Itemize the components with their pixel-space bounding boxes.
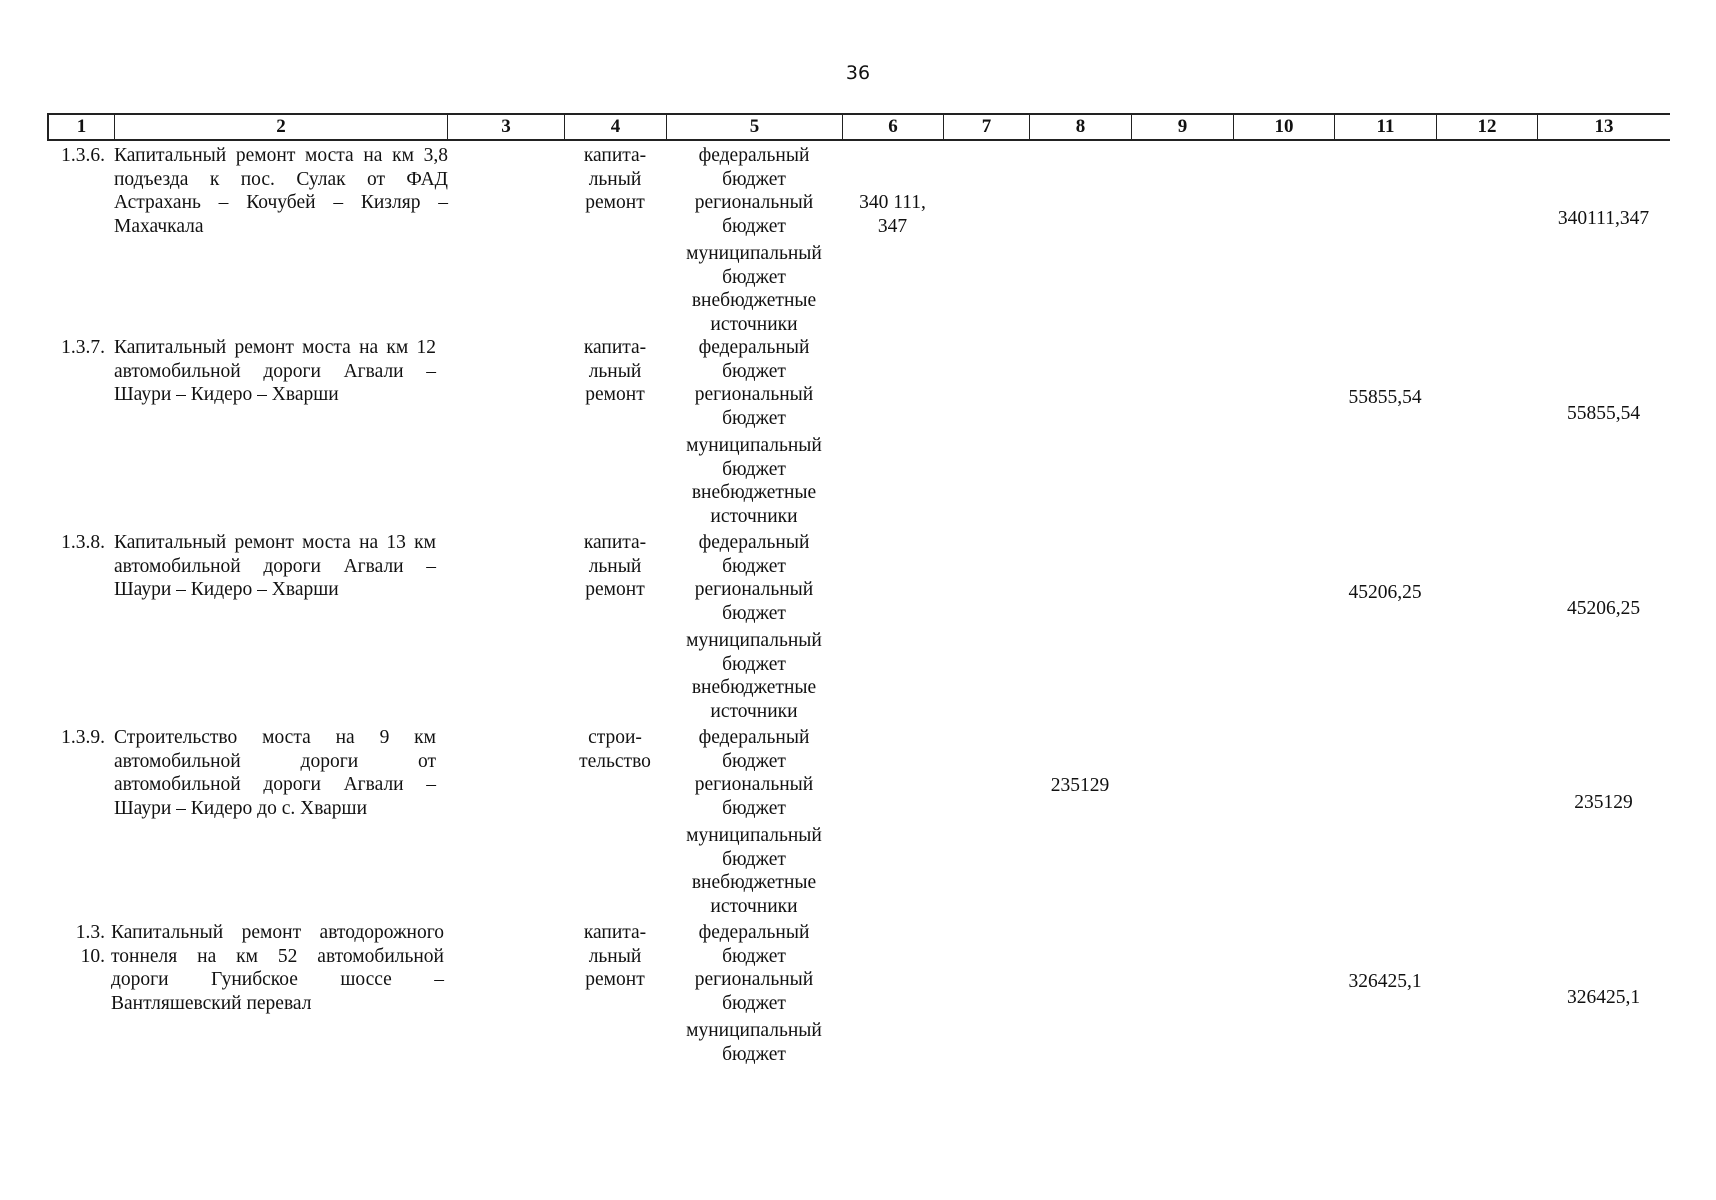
item-name-line: Шаури – Кидеро до с. Хварши — [114, 797, 368, 819]
funding-source-line: бюджет — [722, 458, 786, 480]
work-type-line: тельство — [579, 750, 651, 772]
work-type-line: льный — [588, 360, 642, 382]
funding-source-line: бюджет — [722, 407, 786, 429]
row-number-line: 1.3. — [75, 922, 105, 943]
row-number-line: 1.3.7. — [61, 337, 105, 358]
funding-source-line: федеральный — [698, 922, 810, 943]
funding-source-line: бюджет — [722, 653, 786, 675]
funding-source-line: бюджет — [722, 360, 786, 382]
row-number-line: 1.3.9. — [61, 727, 105, 748]
funding-source-line: федеральный — [698, 145, 810, 166]
funding-source-line: бюджет — [722, 992, 786, 1014]
work-type-line: льный — [588, 945, 642, 967]
funding-sources — [666, 531, 842, 723]
work-type — [564, 531, 666, 602]
work-type-line: ремонт — [585, 192, 645, 213]
work-type-line: капита- — [583, 922, 647, 943]
work-type-line: капита- — [583, 532, 647, 553]
col13-value: 55855,54 — [1566, 403, 1641, 424]
work-type — [564, 921, 666, 992]
row-number — [47, 144, 105, 168]
item-name-line: Шаури – Кидеро – Хварши — [114, 579, 339, 600]
column-header-9: 9 — [1131, 115, 1233, 139]
funding-source-line: источники — [710, 700, 798, 722]
funding-source-line: бюджет — [722, 945, 786, 967]
column-header-3: 3 — [447, 115, 564, 139]
item-name-line: автомобильной дороги Агвали – — [114, 555, 436, 577]
work-type-line: строи- — [588, 727, 642, 748]
funding-source-line: бюджет — [722, 1043, 786, 1065]
item-name — [111, 921, 444, 1015]
item-name-line: подъезда к пос. Сулак от ФАД — [114, 168, 448, 190]
col6-value — [842, 191, 943, 238]
column-header-10: 10 — [1233, 115, 1334, 139]
funding-source-line: бюджет — [722, 750, 786, 772]
item-name-line: Капитальный ремонт автодорожного — [111, 922, 444, 943]
work-type-line: капита- — [583, 145, 647, 166]
funding-source-line: бюджет — [722, 555, 786, 577]
table-header-row — [47, 113, 1670, 141]
funding-source-line: бюджет — [722, 215, 786, 237]
page-number: 36 — [845, 62, 871, 84]
funding-source-line: бюджет — [722, 168, 786, 190]
item-name-line: автомобильной дороги Агвали – — [114, 774, 436, 795]
funding-source-line: муниципальный — [686, 1020, 822, 1041]
row-number — [47, 726, 105, 750]
work-type-line: капита- — [583, 337, 647, 358]
column-header-11: 11 — [1334, 115, 1436, 139]
item-name — [114, 726, 436, 820]
funding-source-line: бюджет — [722, 848, 786, 870]
column-header-2: 2 — [114, 115, 447, 139]
row-number — [47, 531, 105, 555]
funding-sources — [666, 336, 842, 528]
column-header-5: 5 — [666, 115, 842, 139]
funding-source-line: федеральный — [698, 532, 810, 553]
item-name-line: автомобильной дороги Агвали – — [114, 360, 436, 382]
work-type — [564, 726, 666, 773]
item-name-line: Капитальный ремонт моста на 13 км — [114, 532, 436, 553]
row-number-line: 10. — [80, 945, 105, 967]
work-type-line: льный — [588, 555, 642, 577]
funding-source-line: внебюджетные — [691, 677, 817, 698]
work-type — [564, 336, 666, 407]
funding-source-line: федеральный — [698, 337, 810, 358]
funding-sources — [666, 726, 842, 918]
item-name-line: автомобильной дороги от — [114, 750, 436, 772]
work-type — [564, 144, 666, 215]
funding-source-line: внебюджетные — [691, 872, 817, 893]
col6-value-line: 347 — [877, 215, 908, 237]
work-type-line: ремонт — [585, 579, 645, 600]
funding-sources — [666, 144, 842, 336]
item-name-line: тоннеля на км 52 автомобильной — [111, 945, 444, 967]
funding-sources — [666, 921, 842, 1066]
item-name-line: Шаури – Кидеро – Хварши — [114, 384, 339, 405]
col11-value: 55855,54 — [1348, 387, 1422, 408]
funding-source-line: бюджет — [722, 266, 786, 288]
funding-source-line: региональный — [694, 774, 814, 795]
col13-value: 45206,25 — [1566, 598, 1641, 619]
col13-value: 326425,1 — [1566, 987, 1641, 1008]
row-number — [47, 921, 105, 968]
row-number — [47, 336, 105, 360]
column-header-6: 6 — [842, 115, 943, 139]
column-header-8: 8 — [1029, 115, 1131, 139]
col8-value: 235129 — [1050, 775, 1110, 796]
work-type-line: льный — [588, 168, 642, 190]
item-name-line: дороги Гунибское шоссе – — [111, 969, 444, 990]
funding-source-line: внебюджетные — [691, 482, 817, 503]
funding-source-line: муниципальный — [686, 825, 822, 846]
col13-value: 340111,347 — [1557, 208, 1650, 229]
item-name-line: Капитальный ремонт моста на км 12 — [114, 337, 436, 358]
funding-source-line: региональный — [694, 969, 814, 990]
column-header-12: 12 — [1436, 115, 1537, 139]
column-header-1: 1 — [47, 115, 114, 139]
item-name-line: Вантляшевский перевал — [111, 992, 312, 1014]
funding-source-line: источники — [710, 505, 798, 527]
funding-source-line: источники — [710, 895, 798, 917]
item-name — [114, 336, 436, 407]
col11-value: 45206,25 — [1348, 582, 1422, 603]
funding-source-line: внебюджетные — [691, 290, 817, 311]
column-header-4: 4 — [564, 115, 666, 139]
item-name-line: Астрахань – Кочубей – Кизляр – — [114, 192, 448, 213]
row-number-line: 1.3.8. — [61, 532, 105, 553]
funding-source-line: региональный — [694, 192, 814, 213]
funding-source-line: источники — [710, 313, 798, 335]
item-name — [114, 531, 436, 602]
funding-source-line: бюджет — [722, 602, 786, 624]
row-number-line: 1.3.6. — [61, 145, 105, 166]
funding-source-line: бюджет — [722, 797, 786, 819]
item-name-line: Махачкала — [114, 215, 204, 237]
col6-value-line: 340 111, — [859, 192, 926, 213]
funding-source-line: муниципальный — [686, 435, 822, 456]
work-type-line: ремонт — [585, 969, 645, 990]
funding-source-line: региональный — [694, 384, 814, 405]
column-header-7: 7 — [943, 115, 1029, 139]
item-name — [114, 144, 448, 238]
item-name-line: Строительство моста на 9 км — [114, 727, 436, 748]
funding-source-line: федеральный — [698, 727, 810, 748]
column-header-13: 13 — [1537, 115, 1670, 139]
funding-source-line: муниципальный — [686, 243, 822, 264]
funding-source-line: муниципальный — [686, 630, 822, 651]
funding-source-line: региональный — [694, 579, 814, 600]
col13-value: 235129 — [1574, 792, 1633, 813]
col11-value: 326425,1 — [1348, 971, 1422, 992]
item-name-line: Капитальный ремонт моста на км 3,8 — [114, 145, 448, 166]
work-type-line: ремонт — [585, 384, 645, 405]
